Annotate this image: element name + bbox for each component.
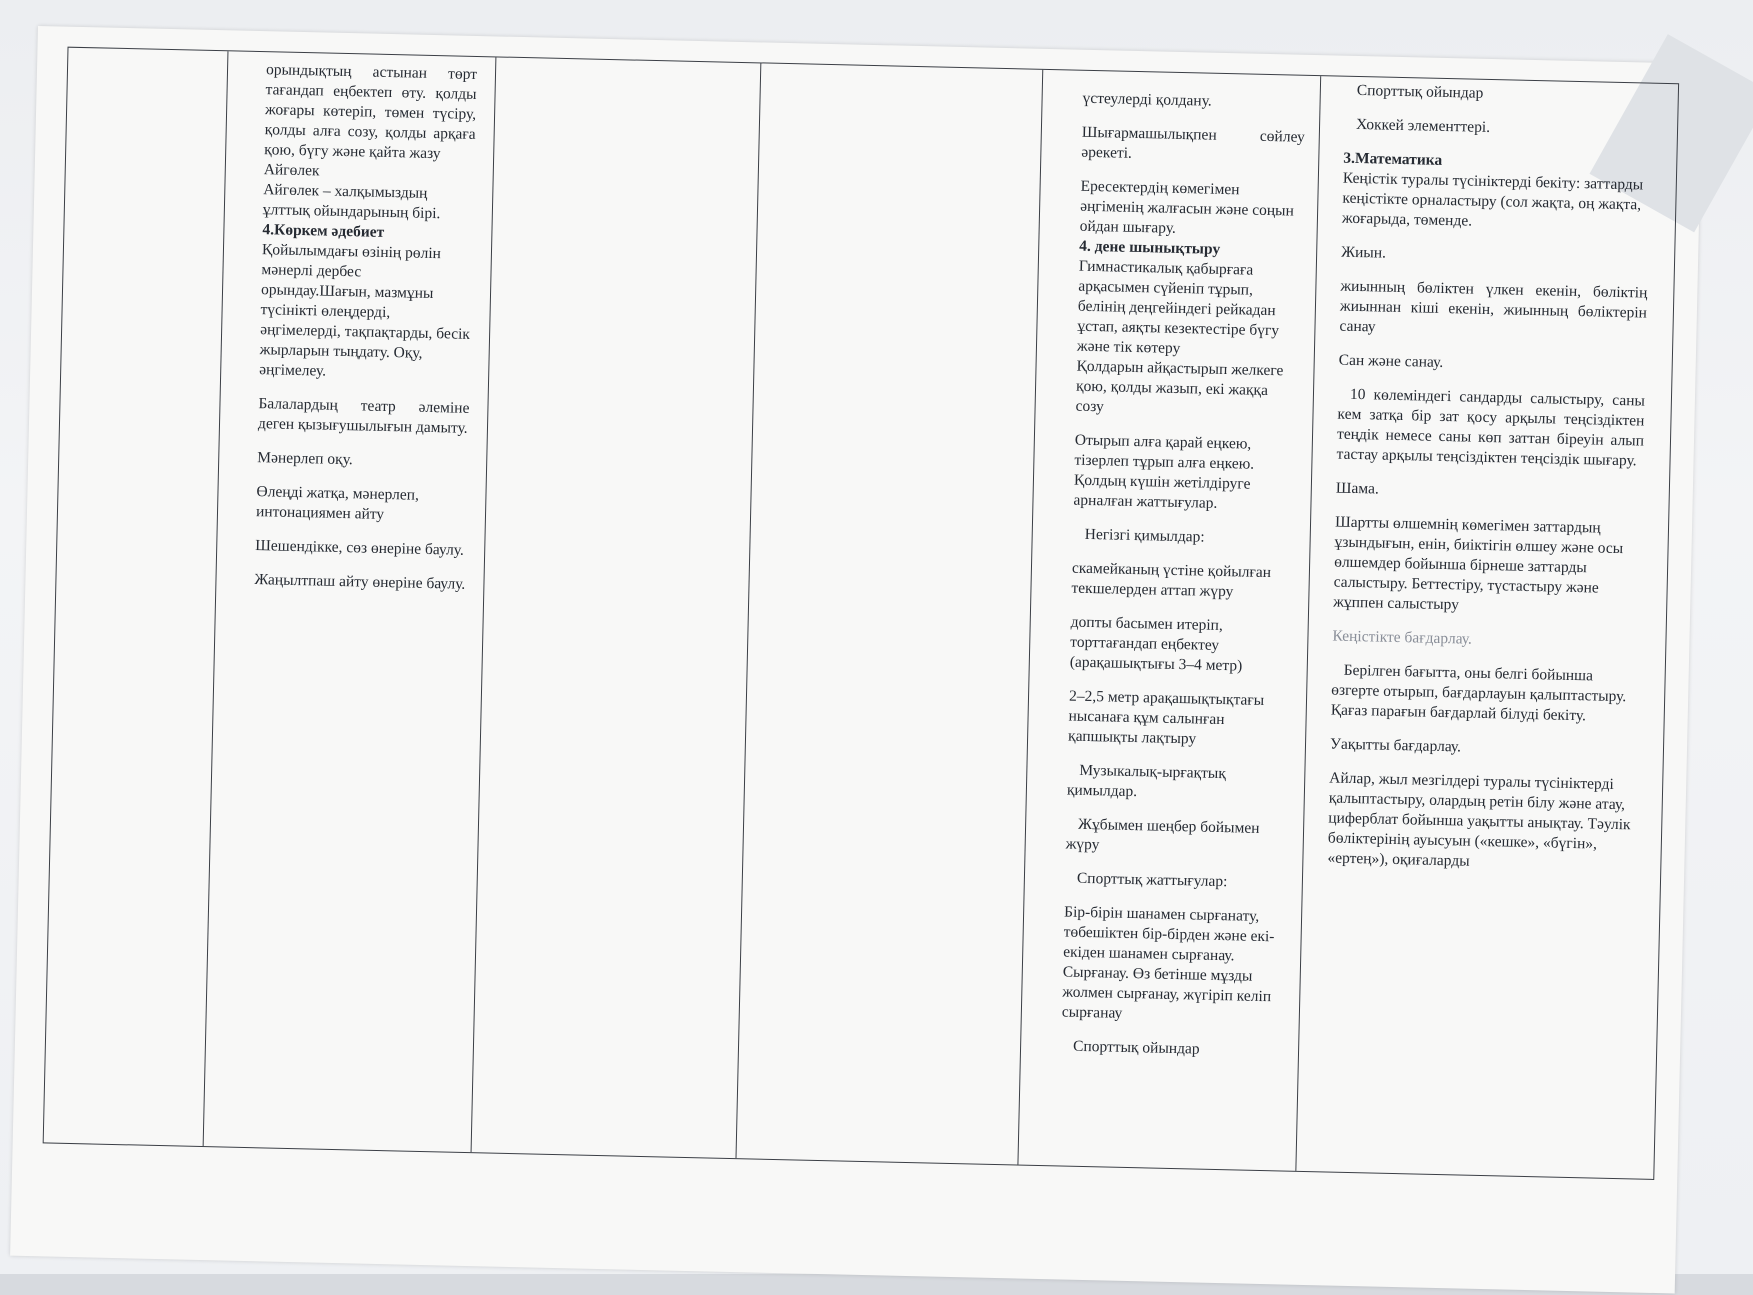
text-paragraph: Қойылымдағы өзінің рөлін мәнерлі дербес bbox=[261, 241, 442, 281]
text-paragraph: Спорттық жаттығулар: bbox=[1076, 869, 1228, 891]
text-paragraph: Берілген бағытта, оны белгі бойынша өзгерте отырып, бағдарлауын қалыптастыру. Қағаз парағын бағдарлай білуді бекіту. bbox=[1330, 661, 1627, 725]
table-column-6 bbox=[1296, 76, 1678, 1179]
text-paragraph: 2–2,5 метр арақашықтықтағы нысанаға құм салынған қапшықты лақтыру bbox=[1067, 687, 1265, 748]
text-paragraph: Шама. bbox=[1335, 479, 1380, 498]
text-paragraph: Айгөлек – халқымыздың ұлттық ойындарының бірі. bbox=[262, 181, 441, 223]
text-paragraph: үстеулерді қолдану. bbox=[1082, 89, 1212, 110]
text-paragraph: Жаңылтпаш айту өнеріне баулу. bbox=[254, 571, 466, 593]
text-paragraph: Музыкалық-ырғақтық қимылдар. bbox=[1066, 761, 1227, 801]
text-paragraph: Шартты өлшемнің көмегімен заттардың ұзындығын, енін, биіктігін өлшеу және осы өлшемдер бойынша бірнеше заттарды салыстыру. Беттестіру, түстастыру және жұппен салыстыру bbox=[1333, 513, 1624, 614]
text-paragraph: Шығармашылықпен сөйлеу әрекеті. bbox=[1081, 123, 1305, 162]
table-column-3 bbox=[472, 57, 762, 1158]
text-paragraph: скамейканың үстіне қойылған текшелерден аттап жүру bbox=[1071, 559, 1272, 601]
text-paragraph: Айгөлек bbox=[263, 161, 320, 180]
text-paragraph: жиынның бөліктен үлкен екенін, бөліктің жиыннан кіші екенін, жиынның бөліктерін санау bbox=[1339, 277, 1648, 336]
text-paragraph: Жұбымен шеңбер бойымен жүру bbox=[1065, 815, 1260, 854]
text-paragraph: Мәнерлеп оқу. bbox=[257, 449, 353, 469]
text-paragraph: Кеңістік туралы түсініктерді бекіту: заттарды кеңістікте орналастыру (сол жақта, оң жақта, жоғарыда, төменде. bbox=[1341, 169, 1644, 230]
table-column-5 bbox=[1018, 70, 1321, 1171]
text-paragraph: Негізгі қимылдар: bbox=[1084, 525, 1205, 546]
text-paragraph: Шешендікке, сөз өнеріне баулу. bbox=[255, 537, 465, 559]
table-column-4 bbox=[736, 63, 1043, 1164]
text-paragraph: Спорттық ойындар bbox=[1072, 1037, 1200, 1058]
table-column-2 bbox=[204, 51, 497, 1152]
table-column-1 bbox=[44, 48, 229, 1146]
text-paragraph: Жиын. bbox=[1341, 243, 1387, 262]
section-heading: 4. дене шынықтыру bbox=[1079, 237, 1221, 258]
text-paragraph: Отырып алға қарай еңкею, тізерлеп тұрып алға еңкею. Қолдың күшін жетілдіруге арналған жаттығулар. bbox=[1073, 431, 1255, 512]
text-paragraph: Гимнастикалық қабырғаға арқасымен сүйеніп тұрып, белінің деңгейіндегі рейкадан ұстап, аяқты кезектестіре бүгу және тік көтеру bbox=[1076, 257, 1280, 357]
text-paragraph: Спорттық ойындар bbox=[1356, 81, 1484, 102]
text-paragraph: Уақытты бағдарлау. bbox=[1329, 735, 1462, 756]
text-paragraph: Бір-бірін шанамен сырғанату, төбешіктен бір-бірден және екі-екіден шанамен сырғанау. Сырғанау. Өз бетінше мұзды жолмен сырғанау, жүгіріп келіп сырғанау bbox=[1061, 903, 1275, 1022]
text-paragraph: жырларын тыңдату. Оқу, әңгімелеу. bbox=[259, 341, 423, 380]
text-paragraph: Сан және санау. bbox=[1338, 351, 1444, 371]
section-heading: 4.Көркем әдебиет bbox=[262, 221, 385, 241]
document-sheet bbox=[10, 26, 1702, 1293]
text-paragraph: Қолдарын айқастырып желкеге қою, қолды жазып, екі жаққа созу bbox=[1075, 357, 1284, 416]
text-paragraph: Кеңістікте бағдарлау. bbox=[1332, 627, 1473, 648]
text-paragraph: Балалардың театр әлеміне деген қызығушылығын дамыту. bbox=[257, 395, 470, 437]
text-paragraph: Ересектердің көмегімен әңгіменің жалғасын және соңын ойдан шығару. bbox=[1079, 177, 1295, 237]
text-paragraph: Өлеңді жатқа, мәнерлеп, интонациямен айту bbox=[255, 483, 420, 523]
curriculum-table bbox=[43, 47, 1679, 1180]
section-heading: 3.Математика bbox=[1343, 149, 1443, 169]
text-paragraph: орындау.Шағын, мазмұны түсінікті өлеңдерді, әңгімелерді, тақпақтарды, бесік bbox=[259, 281, 471, 343]
text-paragraph: Хоккей элементтері. bbox=[1355, 115, 1491, 136]
text-paragraph: 10 көлеміндегі сандарды салыстыру, саны кем затқа бір зат қосу арқылы теңсіздіктен теңдік немесе саны көп заттан біреуін алып тастау арқылы теңсіздіктен теңсіздік шығару. bbox=[1336, 385, 1646, 470]
text-paragraph: допты басымен итеріп, торттағандап еңбектеу (арақашықтығы 3–4 метр) bbox=[1069, 613, 1243, 675]
text-paragraph: орындықтың астынан төрт тағандап еңбектеп өту. қолды жоғары көтеріп, төмен түсіру, қолды алға созу, қолды арқаға қою, бүгу және қайта жазу bbox=[264, 61, 478, 163]
text-paragraph: Айлар, жыл мезгілдері туралы түсініктерді қалыптастыру, олардың ретін білу және атау, циферблат бойынша уақытты анықтау. Тәулік бөліктерінің ауысуын («кешке», «бүгін», «ертең»), оқиғаларды bbox=[1327, 769, 1631, 870]
